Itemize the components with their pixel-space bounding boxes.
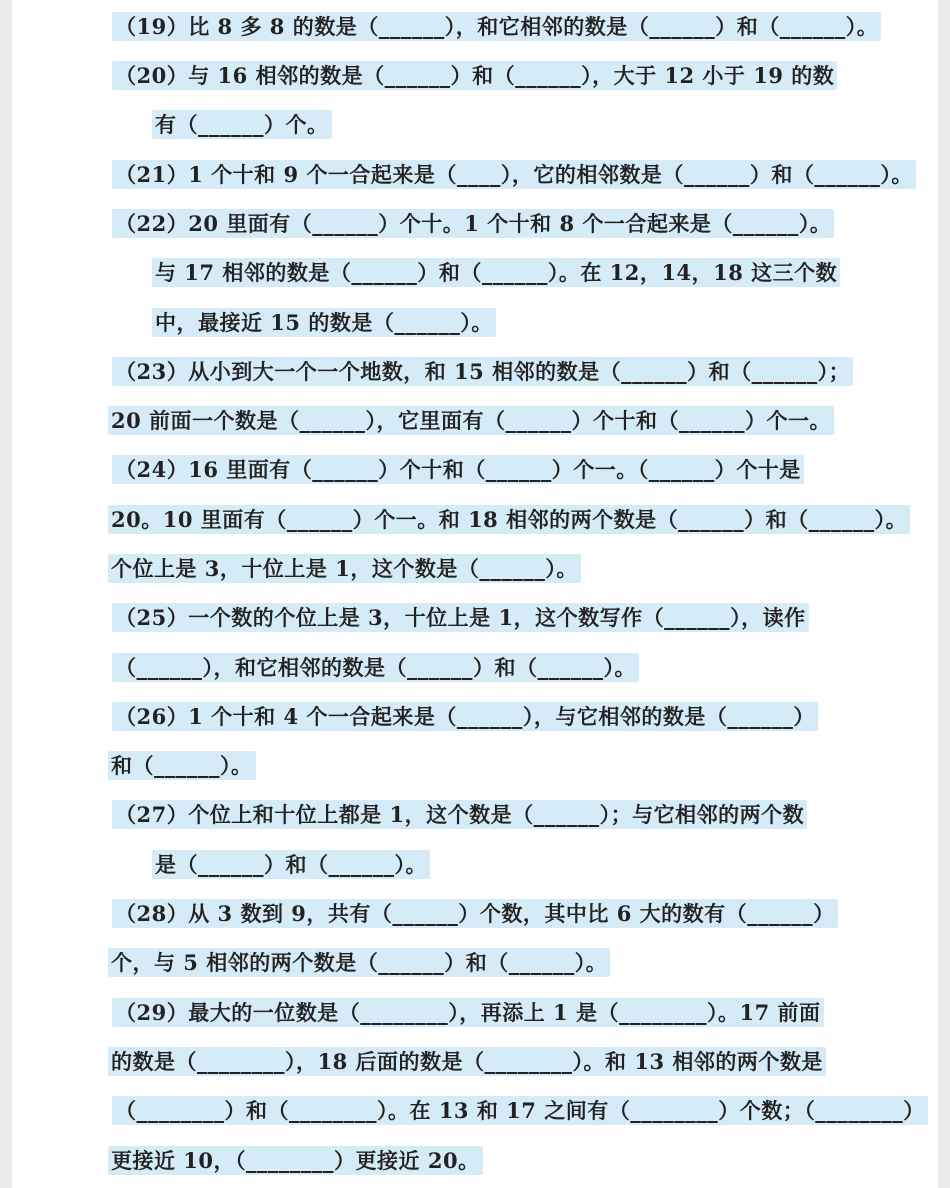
question-23-line-2: 20 前面一个数是（______），它里面有（______）个十和（______）个一。 <box>108 406 834 435</box>
question-21-line-1: （21）1 个十和 9 个一合起来是（____），它的相邻数是（______）和（______）。 <box>112 160 916 189</box>
question-24-line-3: 个位上是 3，十位上是 1，这个数是（______）。 <box>108 554 581 583</box>
question-29-line-1: （29）最大的一位数是（________），再添上 1 是（________）。17 前面 <box>112 998 824 1027</box>
question-22-line-3: 中，最接近 15 的数是（______）。 <box>152 308 496 337</box>
question-24-line-2: 20。10 里面有（______）个一。和 18 相邻的两个数是（______）和（______）。 <box>108 505 910 534</box>
question-25-line-2: （______），和它相邻的数是（______）和（______）。 <box>112 653 639 682</box>
question-28-line-2: 个，与 5 相邻的两个数是（______）和（______）。 <box>108 948 610 977</box>
question-29-line-4: 更接近 10，（________）更接近 20。 <box>108 1146 483 1175</box>
question-20-line-2: 有（______）个。 <box>152 110 332 139</box>
question-26-line-1: （26）1 个十和 4 个一合起来是（______），与它相邻的数是（______） <box>112 702 818 731</box>
question-24-line-1: （24）16 里面有（______）个十和（______）个一。（______）个十是 <box>112 455 804 484</box>
question-23-line-1: （23）从小到大一个一个地数，和 15 相邻的数是（______）和（______）； <box>112 357 853 386</box>
question-22-line-1: （22）20 里面有（______）个十。1 个十和 8 个一合起来是（______）。 <box>112 209 834 238</box>
question-22-line-2: 与 17 相邻的数是（______）和（______）。在 12，14，18 这三个数 <box>152 258 840 287</box>
question-27-line-2: 是（______）和（______）。 <box>152 850 430 879</box>
question-28-line-1: （28）从 3 数到 9，共有（______）个数，其中比 6 大的数有（______） <box>112 899 838 928</box>
question-20-line-1: （20）与 16 相邻的数是（______）和（______），大于 12 小于 19 的数 <box>112 61 837 90</box>
question-19-line-1: （19）比 8 多 8 的数是（______），和它相邻的数是（______）和（______）。 <box>112 12 881 41</box>
question-27-line-1: （27）个位上和十位上都是 1，这个数是（______）；与它相邻的两个数 <box>112 800 807 829</box>
question-25-line-1: （25）一个数的个位上是 3，十位上是 1，这个数写作（______），读作 <box>112 603 809 632</box>
question-29-line-2: 的数是（________），18 后面的数是（________）。和 13 相邻的两个数是 <box>108 1047 826 1076</box>
question-26-line-2: 和（______）。 <box>108 751 256 780</box>
question-29-line-3: （________）和（________）。在 13 和 17 之间有（________）个数；（________） <box>112 1096 928 1125</box>
